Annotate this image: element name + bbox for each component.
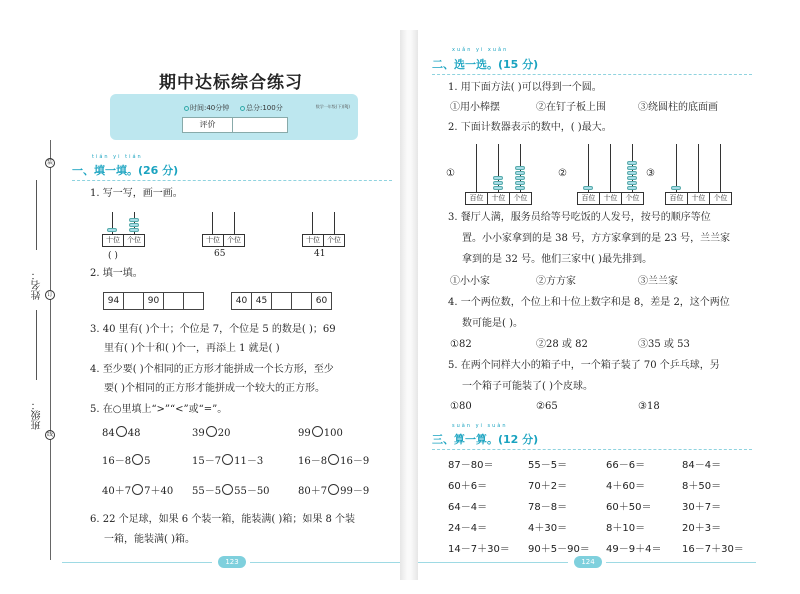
comparison-left: 16－8 [102, 456, 132, 467]
counter-bead [627, 171, 637, 175]
comparison-right: 5 [144, 456, 151, 467]
comparison-circle[interactable] [132, 484, 143, 495]
r-q2-text: 2. 下面计数器表示的数中，( )最大。 [448, 122, 612, 133]
time-text: 时间:40分钟 [190, 104, 230, 112]
info-box [110, 94, 358, 140]
comparison-right: 20 [217, 428, 231, 439]
counter-bead [515, 186, 525, 190]
q3-line-1: 3. 40 里有( )个十；个位是 7，个位是 5 的数是( )；69 [90, 324, 336, 335]
comparison-left: 15－7 [192, 456, 222, 467]
star-icon [240, 106, 245, 111]
counter-rod [698, 144, 699, 194]
ones-label: 个位 [123, 234, 145, 247]
q6-line-2: 一箱，能装满( )箱。 [104, 534, 195, 545]
r-q3-opt-2[interactable]: ②方方家 [536, 276, 576, 287]
calc-problem[interactable]: 8＋50＝ [682, 481, 722, 492]
abacus-3-value: 41 [314, 249, 326, 259]
r-q3-opt-3[interactable]: ③兰兰家 [638, 276, 678, 287]
section-1-rule [72, 180, 392, 181]
comparison-circle[interactable] [328, 484, 339, 495]
sequence-2 [232, 292, 332, 310]
q1-text: 1. 写一写，画一画。 [90, 188, 183, 199]
r-q4-opt-1[interactable]: ①82 [450, 339, 472, 350]
comparison-left: 16－8 [298, 456, 328, 467]
comparison-item [192, 484, 270, 498]
r-q3-opt-1[interactable]: ①小小家 [450, 276, 490, 287]
comparison-item [102, 454, 150, 468]
counter-rod [720, 144, 721, 194]
calc-problem[interactable]: 70＋2＝ [528, 481, 568, 492]
comparison-left: 55－5 [192, 486, 222, 497]
counter-mark: ② [558, 168, 567, 179]
abacus-2 [202, 210, 248, 259]
seq-cell[interactable] [163, 292, 184, 310]
r-q1-opt-3[interactable]: ③绕圆柱的底面画 [638, 102, 718, 113]
calc-problem[interactable]: 66－6＝ [606, 460, 646, 471]
comparison-item [298, 454, 369, 468]
counter-place-label: 十位 [487, 192, 510, 205]
comparison-left: 99 [298, 428, 311, 439]
comparison-circle[interactable] [312, 426, 323, 437]
q6-line-1: 6. 22 个足球，如果 6 个装一箱，能装满( )箱；如果 8 个装 [90, 514, 356, 525]
calc-problem[interactable]: 90＋5－90＝ [528, 544, 590, 555]
counter-place-label: 个位 [709, 192, 732, 205]
abacus-bead [129, 218, 139, 222]
r-q4-line-2: 数可能是( )。 [462, 318, 523, 329]
section-3-rule [432, 449, 752, 450]
section-3-pinyin: suàn yi suàn [452, 423, 508, 429]
q4-line-2: 要( )个相同的正方形才能拼成一个较大的正方形。 [104, 383, 325, 394]
q4-line-1: 4. 至少要( )个相同的正方形才能拼成一个长方形，至少 [90, 364, 334, 375]
page-number-right: 124 [574, 556, 602, 568]
r-q5-opt-2[interactable]: ②65 [536, 401, 558, 412]
abacus-bead [129, 228, 139, 232]
comparison-left: 80＋7 [298, 486, 328, 497]
r-q3-line-1: 3. 餐厅人满，服务员给等号吃饭的人发号，按号的顺序等位 [448, 212, 711, 223]
clock-icon [184, 106, 189, 111]
calc-problem[interactable]: 60＋6＝ [448, 481, 488, 492]
seq-cell: 60 [311, 292, 332, 310]
abacus-1-answer[interactable]: ( ) [108, 251, 118, 261]
counter-bead [515, 176, 525, 180]
calc-problem[interactable]: 55－5＝ [528, 460, 568, 471]
calc-problem[interactable]: 16－7＋30＝ [682, 544, 744, 555]
abacus-rod [212, 212, 213, 236]
subject-text: 数学一年级(下)(RJ) [315, 104, 350, 109]
sequence-1 [104, 292, 204, 310]
score-info [240, 103, 283, 113]
page-number-left: 123 [218, 556, 246, 568]
comparison-right: 7＋40 [144, 486, 174, 497]
calc-problem[interactable]: 78－8＝ [528, 502, 568, 513]
abacus-rod [234, 212, 235, 236]
class-label: 班级： [32, 400, 43, 430]
calc-problem[interactable]: 60＋50＝ [606, 502, 652, 513]
comparison-left: 39 [192, 428, 205, 439]
footer-rule-left [62, 562, 212, 563]
r-q5-line-2: 一个箱子可能装了( )个皮球。 [462, 381, 593, 392]
counter-bead [493, 176, 503, 180]
calc-problem[interactable]: 4＋60＝ [606, 481, 646, 492]
comparison-right: 48 [127, 428, 141, 439]
name-blank [36, 180, 37, 250]
counter-place-label: 十位 [599, 192, 622, 205]
r-q5-line-1: 5. 在两个同样大小的箱子中，一个箱子装了 70 个乒乓球，另 [448, 360, 720, 371]
seq-cell[interactable] [271, 292, 292, 310]
counter-bead [515, 181, 525, 185]
binding-mark-1: 装 [46, 159, 53, 166]
seq-cell: 40 [231, 292, 252, 310]
binding-line [50, 140, 51, 560]
r-q1-text: 1. 用下面方法( )可以得到一个圆。 [448, 82, 602, 93]
counter-place-label: 百位 [577, 192, 600, 205]
q5-text: 5. 在○里填上“>”“<”或“=”。 [90, 404, 228, 415]
counter-bead [583, 186, 593, 190]
comparison-circle[interactable] [222, 454, 233, 465]
comparison-circle[interactable] [132, 454, 143, 465]
calc-problem[interactable]: 8＋10＝ [606, 523, 646, 534]
footer-rule-left-2 [250, 562, 400, 563]
comparison-circle[interactable] [116, 426, 127, 437]
name-label: 姓名： [32, 270, 43, 300]
counter-bead [627, 161, 637, 165]
comparison-right: 99－9 [340, 486, 370, 497]
counter-bead [627, 166, 637, 170]
abacus-bead [129, 223, 139, 227]
r-q4-opt-2[interactable]: ②28 或 82 [536, 339, 588, 350]
evaluation-box [182, 117, 288, 133]
seq-cell: 94 [103, 292, 124, 310]
abacus-2-value: 65 [214, 249, 226, 259]
ones-label: 个位 [323, 234, 345, 247]
counter-bead [627, 181, 637, 185]
r-q3-line-2: 置。小小家拿到的是 38 号，方方家拿到的是 23 号，兰兰家 [462, 233, 731, 244]
section-1-pinyin: tián yi tián [92, 154, 143, 160]
calc-problem[interactable]: 49－9＋4＝ [606, 544, 662, 555]
comparison-left: 84 [102, 428, 115, 439]
counter-rod [476, 144, 477, 194]
seq-cell[interactable] [123, 292, 144, 310]
calc-problem[interactable]: 4＋30＝ [528, 523, 568, 534]
page-gutter [400, 30, 418, 580]
seq-cell: 90 [143, 292, 164, 310]
tens-label: 十位 [302, 234, 324, 247]
r-q4-line-1: 4. 一个两位数，个位上和十位上数字和是 8，差是 2，这个两位 [448, 297, 730, 308]
seq-cell[interactable] [291, 292, 312, 310]
binding-mark-3: 线 [46, 431, 53, 438]
page-title: 期中达标综合练习 [159, 73, 303, 93]
ones-label: 个位 [223, 234, 245, 247]
comparison-right: 100 [323, 428, 343, 439]
counter-bead [627, 186, 637, 190]
r-q3-line-3: 拿到的是 32 号。他们三家中( )最先排到。 [462, 254, 653, 265]
tens-label: 十位 [102, 234, 124, 247]
comparison-right: 16－9 [340, 456, 370, 467]
right-page [418, 40, 758, 570]
abacus-rod [112, 212, 113, 236]
evaluation-label: 评价 [183, 118, 233, 132]
counter-bead [493, 186, 503, 190]
class-blank [36, 310, 37, 380]
r-q5-opt-1[interactable]: ①80 [450, 401, 472, 412]
r-q4-opt-3[interactable]: ③35 或 53 [638, 339, 690, 350]
counter-place-label: 百位 [665, 192, 688, 205]
left-page [62, 40, 400, 570]
abacus-bead [107, 228, 117, 232]
counter-mark: ① [446, 168, 455, 179]
q3-line-2: 里有( )个十和( )个一，再添上 1 就是( ) [104, 343, 280, 354]
r-q1-opt-1[interactable]: ①用小棒摆 [450, 102, 500, 113]
tens-label: 十位 [202, 234, 224, 247]
score-text: 总分:100分 [246, 104, 283, 112]
counter-place-label: 百位 [465, 192, 488, 205]
footer-rule-right-2 [606, 562, 756, 563]
abacus-3 [302, 210, 348, 259]
r-q1-opt-2[interactable]: ②在钉子板上围 [536, 102, 606, 113]
abacus-rod [334, 212, 335, 236]
counter-bead [627, 176, 637, 180]
comparison-item [192, 426, 230, 440]
q2-text: 2. 填一填。 [90, 268, 143, 279]
comparison-circle[interactable] [328, 454, 339, 465]
calc-problem[interactable]: 14－7＋30＝ [448, 544, 510, 555]
counter-place-label: 十位 [687, 192, 710, 205]
calc-problem[interactable]: 84－4＝ [682, 460, 722, 471]
counter-rod [610, 144, 611, 194]
section-2-pinyin: xuǎn yi xuǎn [452, 47, 509, 53]
seq-cell[interactable] [183, 292, 204, 310]
counter-place-label: 个位 [509, 192, 532, 205]
section-2-title: 二、选一选。(15 分) [432, 58, 539, 71]
calc-problem[interactable]: 24－4＝ [448, 523, 488, 534]
time-info [184, 103, 229, 113]
counter-mark: ③ [646, 168, 655, 179]
comparison-item [298, 484, 369, 498]
section-1-title: 一、填一填。(26 分) [72, 164, 179, 177]
binding-strip [0, 40, 62, 570]
calc-problem[interactable]: 20＋3＝ [682, 523, 722, 534]
comparison-item [192, 454, 263, 468]
comparison-circle[interactable] [222, 484, 233, 495]
counter-bead [515, 166, 525, 170]
comparison-item [102, 484, 173, 498]
abacus-rod [312, 212, 313, 236]
comparison-left: 40＋7 [102, 486, 132, 497]
comparison-item [102, 426, 140, 440]
comparison-circle[interactable] [206, 426, 217, 437]
seq-cell: 45 [251, 292, 272, 310]
comparison-item [298, 426, 343, 440]
section-2-rule [432, 74, 752, 75]
calc-problem[interactable]: 30＋7＝ [682, 502, 722, 513]
counter-bead [671, 186, 681, 190]
calc-problem[interactable]: 87－80＝ [448, 460, 494, 471]
counter-bead [493, 181, 503, 185]
r-q5-opt-3[interactable]: ③18 [638, 401, 660, 412]
footer-rule-right [418, 562, 568, 563]
comparison-right: 11－3 [234, 456, 264, 467]
abacus-1 [102, 210, 148, 261]
section-3-title: 三、算一算。(12 分) [432, 433, 539, 446]
comparison-right: 55－50 [234, 486, 270, 497]
counter-place-label: 个位 [621, 192, 644, 205]
binding-mark-2: 订 [46, 291, 53, 298]
calc-problem[interactable]: 64－4＝ [448, 502, 488, 513]
counter-bead [515, 171, 525, 175]
